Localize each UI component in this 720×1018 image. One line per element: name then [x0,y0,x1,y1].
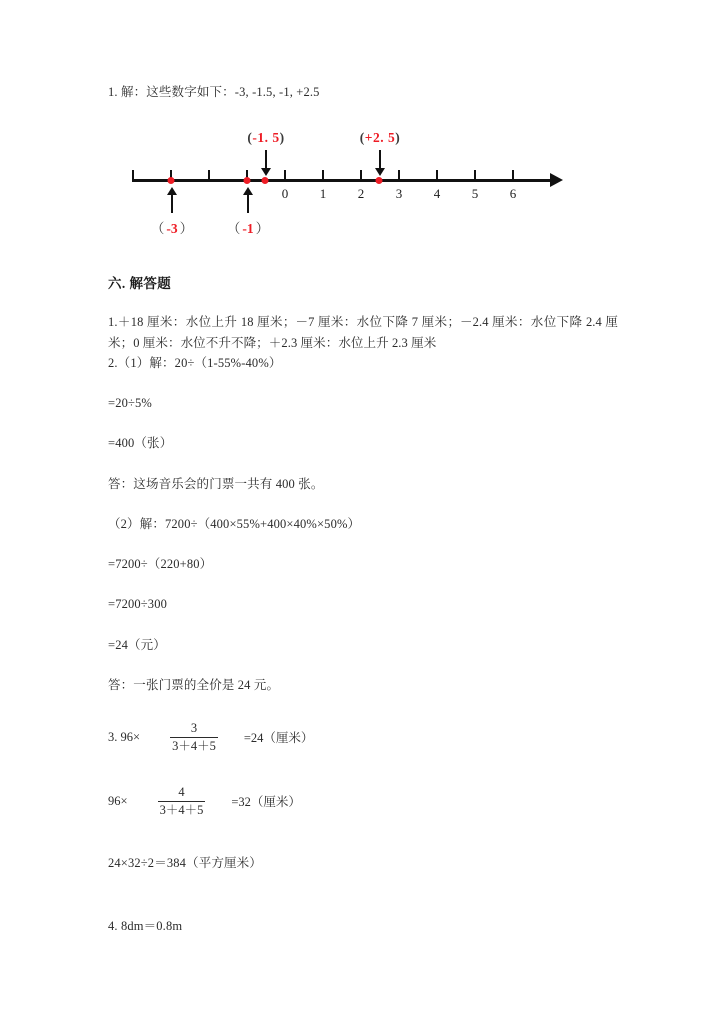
label-value: -1 [242,221,254,237]
tick-5 [474,170,476,180]
number-line-axis [132,179,552,182]
question-4-text: 4. 8dm＝0.8m [108,919,183,934]
label-paren-close: ） [255,221,270,237]
tick-label-4: 4 [433,186,441,202]
question-2b-line-2: =7200÷（220+80） [108,557,213,571]
arrow-down-icon-plus-2-5 [379,150,381,169]
label-value: -3 [166,221,178,237]
tick-label-6: 6 [509,186,517,202]
question-2b-line-3: =7200÷300 [108,597,168,612]
q3-fraction [170,721,218,754]
tick-6 [512,170,514,180]
tick-3 [398,170,400,180]
tick-0 [284,170,286,180]
question-2-answer: 答：这场音乐会的门票一共有 400 张。 [108,476,324,491]
label-paren-close: ) [395,130,401,146]
spacer [108,292,618,312]
arrow-down-icon-minus-1-5 [265,150,267,169]
question-2b-answer: 答：一张门票的全价是 24 元。 [108,677,280,692]
spacer [108,695,618,715]
spacer [108,373,618,393]
tick-label-5: 5 [471,186,479,202]
q3-lead: 3. 96× [108,729,141,744]
tick-label-2: 2 [357,186,365,202]
tick-1 [322,170,324,180]
q3-denominator: 3＋4＋5 [172,738,216,753]
data-point-minus-3 [168,177,175,184]
tick--4 [132,170,134,180]
question-2-line-2: =20÷5% [108,396,152,410]
data-point-plus-2-5 [376,177,383,184]
question-2b-line-4: =24（元） [108,637,166,652]
spacer [108,759,618,779]
q3b-tail: =32（厘米） [231,795,301,809]
spacer [108,102,618,122]
tick-label-0: 0 [281,186,289,202]
data-point-minus-1 [244,177,251,184]
question-3-area-result: 24×32÷2＝384（平方厘米） [108,856,262,870]
question-3-expression [108,715,618,759]
q3b-lead: 96× [108,793,128,808]
spacer [108,655,618,675]
label-paren-close: ) [279,130,285,146]
tick-4 [436,170,438,180]
arrow-up-icon-minus-3 [171,194,173,213]
document-content [108,82,618,937]
label-value: +2. 5 [364,130,396,146]
spacer [108,242,618,272]
label-paren-close: ） [179,221,194,237]
spacer [108,574,618,594]
question-1-text: 1.＋18 厘米：水位上升 18 厘米；－7 厘米：水位下降 7 厘米；－2.4 厘米：水位下降 2.4 厘米；0 厘米：水位不升不降；＋2.3 厘米：水位上升 2.3 厘米 [108,315,618,350]
label-minus-3 [151,217,193,237]
number-line-figure [116,122,586,242]
tick--2 [208,170,210,180]
answer-line-1: 1. 解：这些数字如下：-3, -1.5, -1, +2.5 [108,85,320,99]
spacer [108,494,618,514]
tick-label-3: 3 [395,186,403,202]
data-point-minus-1-5 [262,177,269,184]
q3b-fraction [158,785,206,818]
label-paren-open: ( [359,130,365,146]
arrow-up-icon-minus-1 [247,194,249,213]
spacer [108,615,618,635]
question-2-line-1: 2.（1）解：20÷（1-55%-40%） [108,355,282,370]
label-plus-2-5 [360,130,400,146]
label-paren-open: （ [226,221,241,237]
tick-2 [360,170,362,180]
question-2-line-3: =400（张） [108,436,173,451]
label-minus-1 [227,217,269,237]
question-3b-expression [108,779,618,823]
q3b-numerator: 4 [178,784,185,799]
q3-tail: =24（厘米） [243,731,314,745]
tick-label-1: 1 [319,186,327,202]
label-minus-1-5 [247,130,284,146]
label-paren-open: ( [247,130,253,146]
spacer [108,873,618,903]
label-paren-open: （ [150,221,165,237]
spacer [108,454,618,474]
spacer [108,823,618,853]
q3-numerator: 3 [190,720,198,735]
axis-arrowhead-icon [550,173,563,187]
label-value: -1. 5 [252,130,280,146]
section-heading: 六. 解答题 [108,276,172,292]
question-2b-line-1: （2）解：7200÷（400×55%+400×40%×50%） [108,516,361,531]
spacer [108,534,618,554]
spacer [108,903,618,916]
spacer [108,413,618,433]
q3b-denominator: 3＋4＋5 [159,802,204,817]
